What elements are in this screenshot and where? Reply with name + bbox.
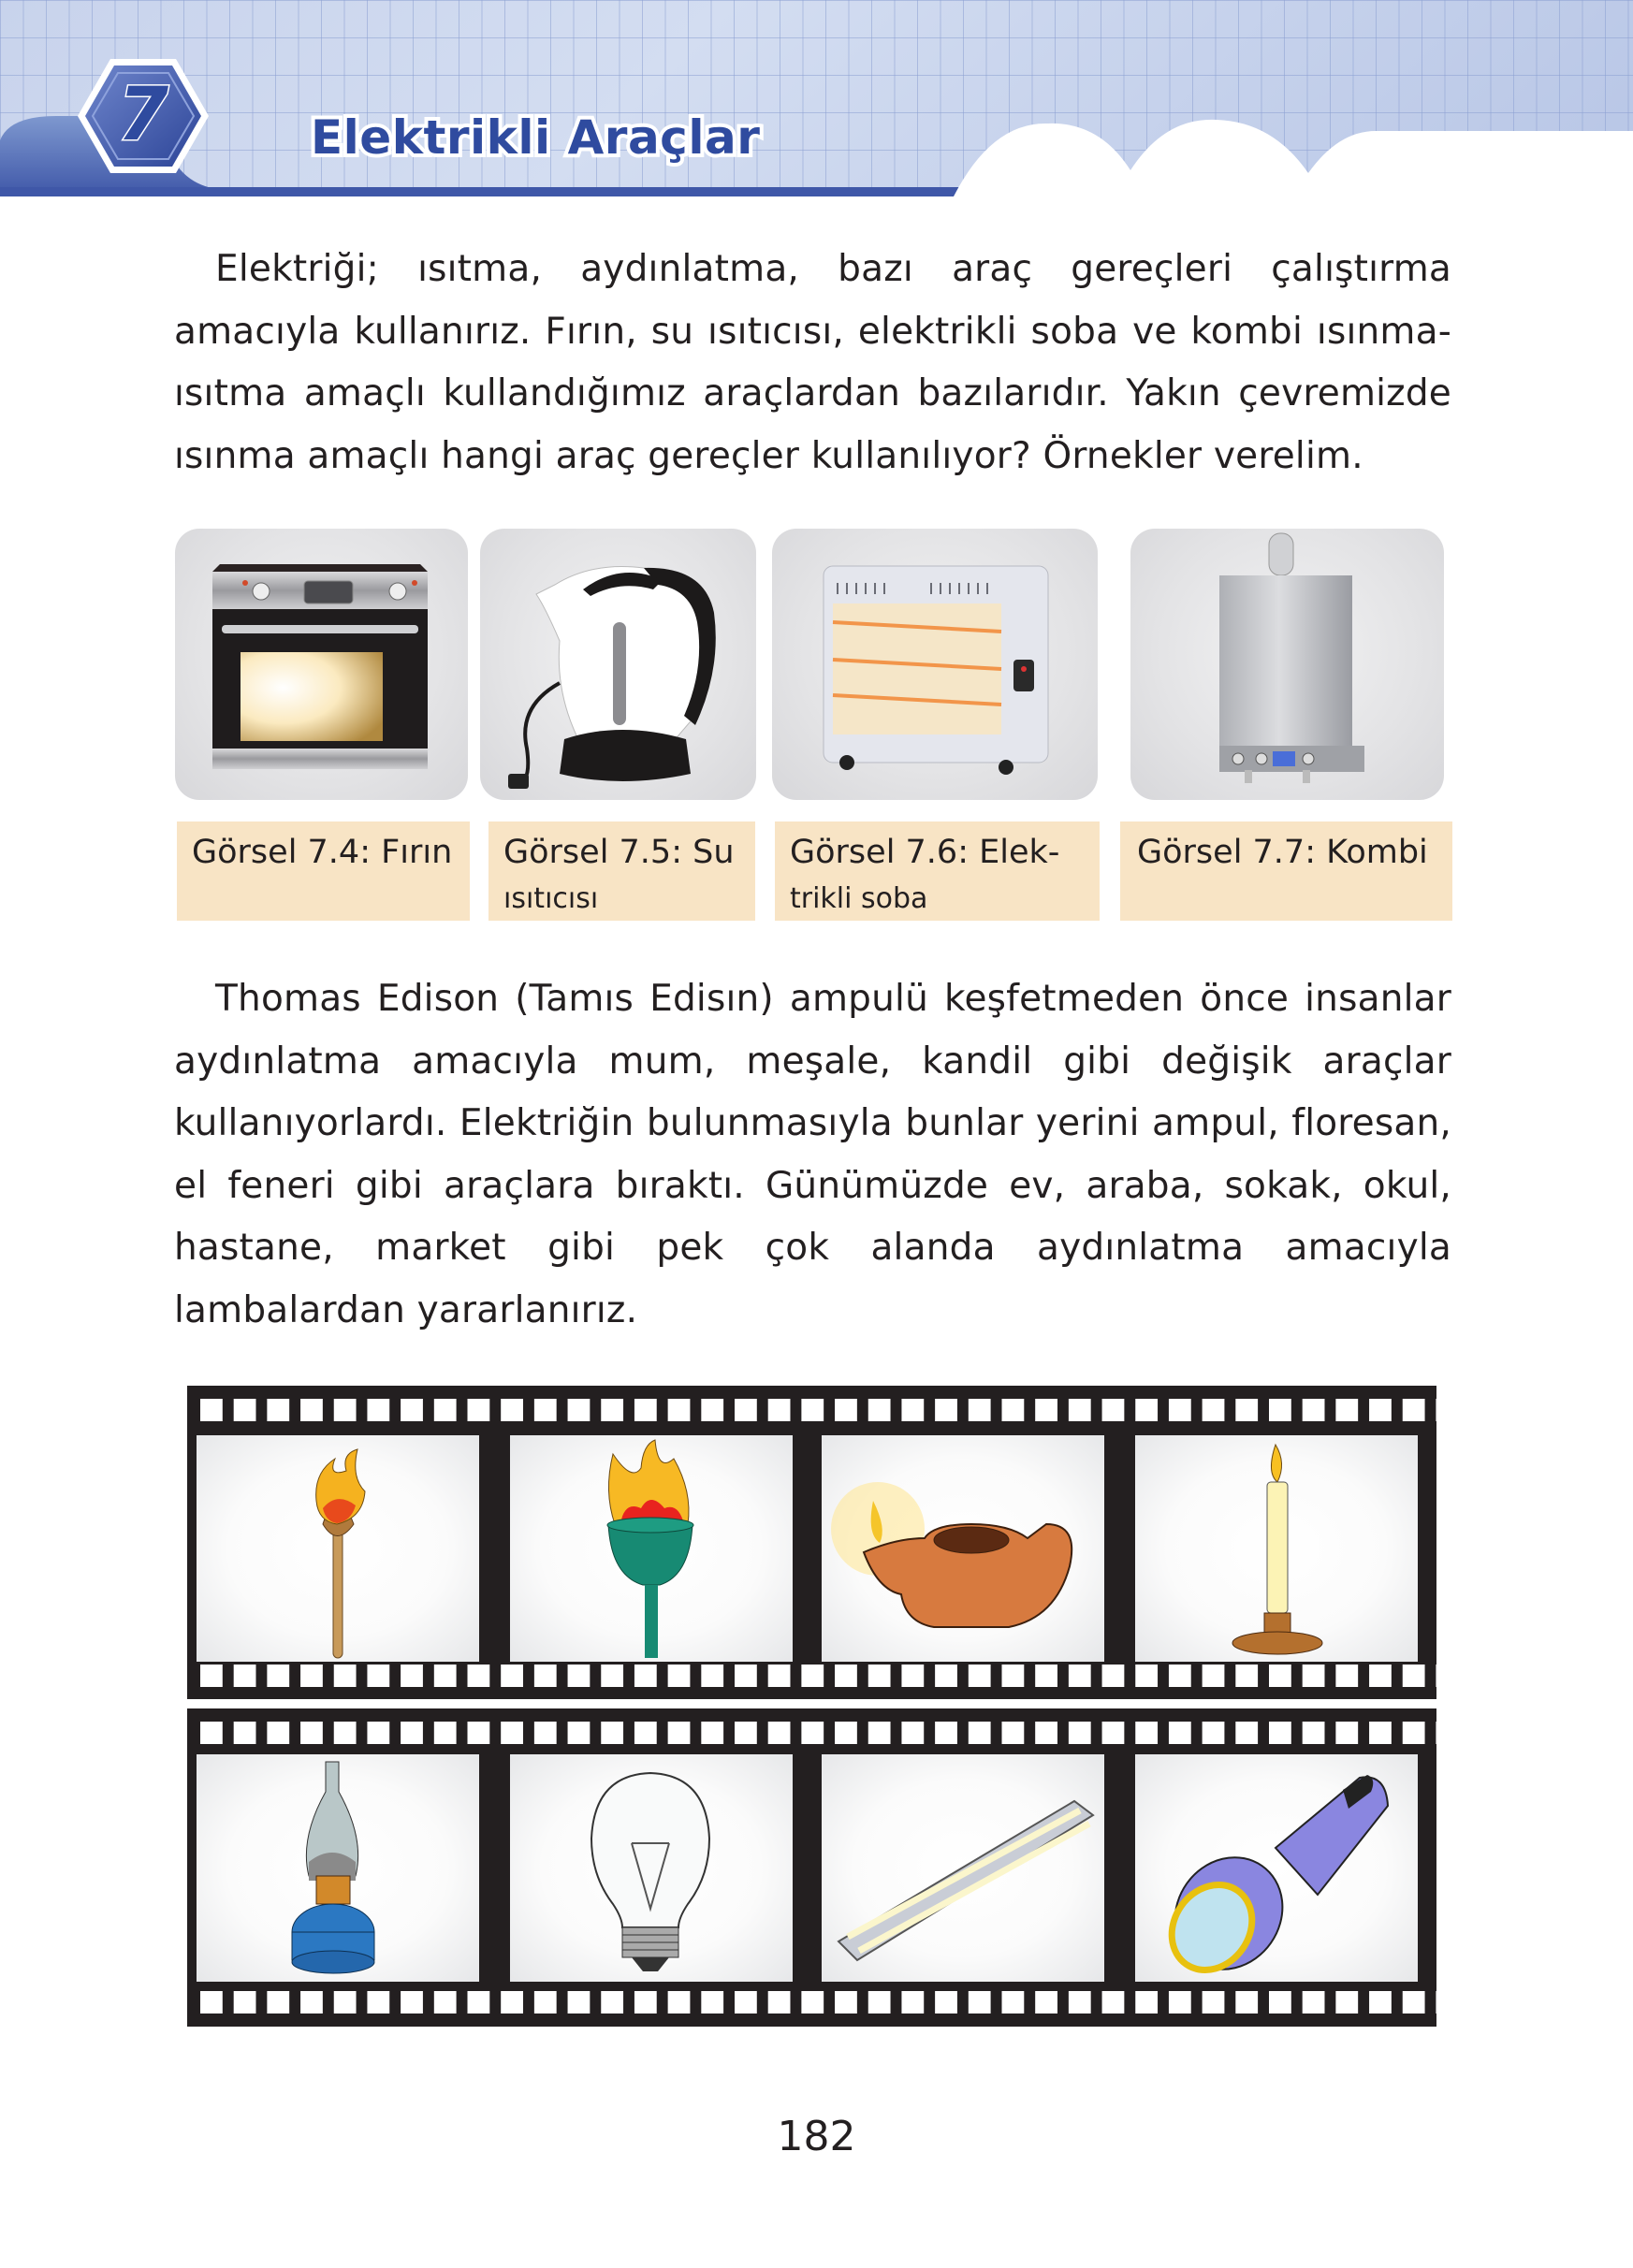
oven-icon [175,529,468,800]
film-sprocket-holes [200,1991,1436,2014]
caption-line: Görsel 7.5: Su [503,834,735,871]
film-frame [822,1754,1104,1982]
kettle-icon [480,529,756,800]
film-sprocket-holes [200,1399,1436,1421]
electric-heater-image [772,529,1098,800]
film-frame [510,1435,793,1662]
kettle-image [480,529,756,800]
torch-cup-icon [510,1435,793,1662]
oil-lamp-icon [822,1435,1104,1662]
caption-line: trikli soba [790,882,928,915]
candle-icon [1135,1435,1418,1662]
film-strip-modern-lighting [187,1708,1436,2027]
chapter-header [0,0,1633,201]
electric-heater-icon [772,529,1098,800]
edison-paragraph: Thomas Edison (Tamıs Edisın) ampulü keşfetmeden önce insanlar aydınlatma amacıyla mum, meşale, kandil gibi değişik araçlar kullanıyorlardı. Elektriğin bulunmasıyla bunlar yerini ampul, floresan, el feneri gibi araçlara bıraktı. Günümüzde ev, araba, sokak, okul, hastane, market gibi pek çok alanda aydınlatma amacıyla lambalardan yararlanırız. [174,978,1451,1331]
combi-boiler-image [1130,529,1444,800]
film-frame [510,1754,793,1982]
film-frame [1135,1435,1418,1662]
kerosene-lamp-icon [197,1754,479,1982]
caption-line: Görsel 7.7: Kombi [1137,834,1428,871]
figure-caption [488,821,755,921]
caption-line: Görsel 7.4: Fırın [192,834,453,871]
combi-boiler-icon [1130,529,1444,800]
caption-line: Görsel 7.6: Elek- [790,834,1060,871]
flashlight-icon [1135,1754,1418,1982]
chapter-number: 7 [117,73,169,157]
film-sprocket-holes [200,1722,1436,1744]
figure-caption [177,821,470,921]
figure-caption [1120,821,1452,921]
light-bulb-icon [510,1754,793,1982]
oven-image [175,529,468,800]
film-strip-old-lighting [187,1386,1436,1699]
caption-line: ısıtıcısı [503,882,599,915]
intro-paragraph: Elektriği; ısıtma, aydınlatma, bazı araç gereçleri çalıştırma amacıyla kullanırız. Fırın, su ısıtıcısı, elektrikli soba ve kombi ısınma-ısıtma amaçlı kullandığımız araçlardan bazılarıdır. Yakın çevremizde ısınma amaçlı hangi araç gereçler kullanılıyor? Örnekler verelim. [174,248,1451,477]
fluorescent-lamp-icon [822,1754,1104,1982]
page-number: 182 [777,2113,856,2160]
chapter-title: Elektrikli Araçlar [311,110,761,165]
film-frame [197,1435,479,1662]
wooden-torch-icon [197,1435,479,1662]
film-sprocket-holes [200,1665,1436,1687]
film-frame [197,1754,479,1982]
figure-caption [775,821,1100,921]
header-swoosh-and-clouds [0,0,1633,201]
film-frame [822,1435,1104,1662]
film-frame [1135,1754,1418,1982]
